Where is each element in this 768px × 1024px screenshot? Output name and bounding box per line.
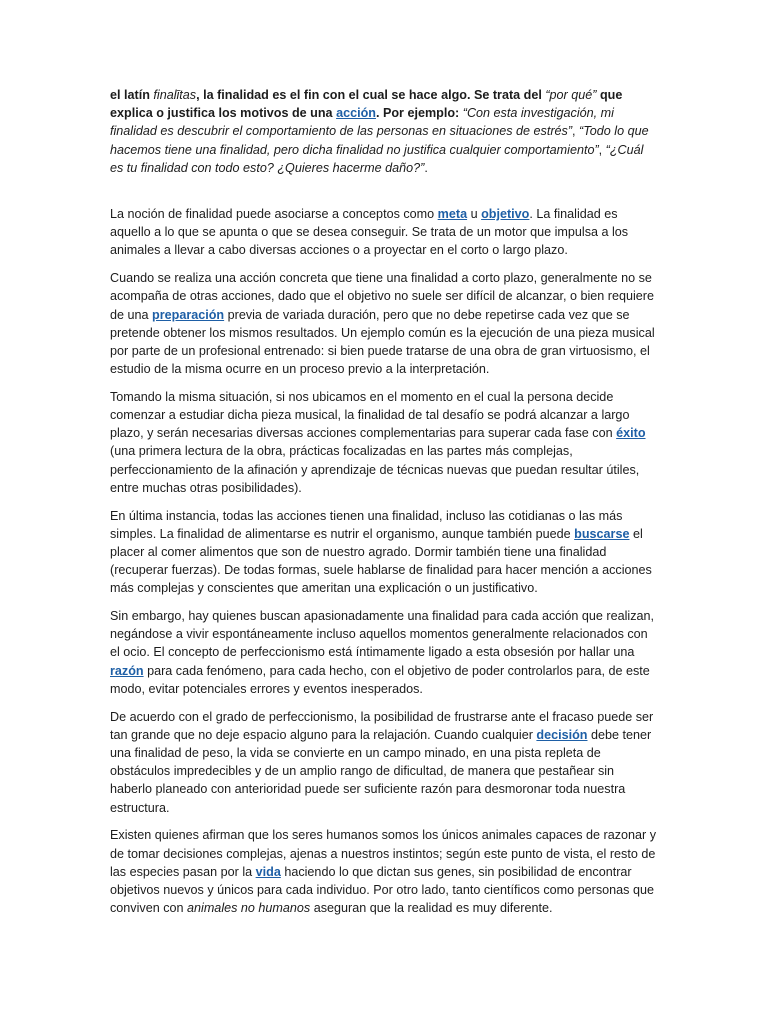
text-span: (una primera lectura de la obra, prácticas focalizadas en las partes más complejas, perfeccionamiento de la afinación y aprendizaje de técnicas nuevas que puedan resultar útiles, entre muchas otras posibilidades). xyxy=(110,444,640,495)
italic-quote: “¿Cuál es tu finalidad con todo esto? ¿Quieres hacerme daño?” xyxy=(110,142,644,175)
link-preparacion[interactable]: preparación xyxy=(152,307,225,322)
text-span: De acuerdo con el grado de perfeccionismo, la posibilidad de frustrarse ante el fracaso puede ser tan grande que no deje espacio alguno para la relajación. Cuando cualquier xyxy=(110,709,654,742)
link-meta[interactable]: meta xyxy=(437,207,468,222)
text-span: . Por ejemplo: xyxy=(375,106,463,121)
paragraph-2 xyxy=(110,205,658,260)
link-vida[interactable]: vida xyxy=(255,864,281,879)
link-exito[interactable]: éxito xyxy=(616,426,646,441)
text-span: u xyxy=(467,207,482,222)
paragraph-3 xyxy=(110,269,658,378)
paragraph-5 xyxy=(110,507,658,598)
paragraph-8 xyxy=(110,826,658,917)
paragraph-spacer xyxy=(110,177,658,205)
text-span: , la finalidad es el fin con el cual se hace algo. Se trata del xyxy=(196,88,546,102)
text-span: para cada fenómeno, para cada hecho, con el objetivo de poder controlarlos para, de este modo, evitar potenciales errores y eventos inesperados. xyxy=(110,663,650,696)
text-span: el placer al comer alimentos que son de nuestro agrado. Dormir también tiene una finalidad (recuperar fuerzas). De todas formas, suele hablarse de finalidad para hacer mención a acciones más complejas y conscientes que ameritan una explicación o un justificativo. xyxy=(110,526,652,596)
text-span: La noción de finalidad puede asociarse a conceptos como xyxy=(110,207,438,222)
text-span: debe tener una finalidad de peso, la vida se convierte en un campo minado, en una pista repleta de obstáculos impredecibles y de un amplio rango de dificultad, de manera que pestañear sin haberlo planeado con anterioridad puede ser suficiente razón para desmoronar toda nuestra estructura. xyxy=(110,727,652,815)
text-span: , xyxy=(598,142,606,157)
text-span: En última instancia, todas las acciones tienen una finalidad, incluso las cotidianas o las más simples. La finalidad de alimentarse es nutrir el organismo, aunque también puede xyxy=(110,508,623,541)
italic-quote: “por qué” xyxy=(545,88,597,102)
italic-quote: “Con esta investigación, mi finalidad es descubrir el comportamiento de las personas en situaciones de estrés” xyxy=(110,106,614,139)
text-span: . La finalidad es aquello a lo que se apunta o que se desea conseguir. Se trata de un motor que impulsa a los animales a llevar a cabo diversas acciones o a proyectar en el corto o largo plazo. xyxy=(110,207,629,258)
text-span: previa de variada duración, pero que no debe repetirse cada vez que se pretende obtener los mismos resultados. Un ejemplo común es la ejecución de una pieza musical por parte de un profesional entrenado: si bien puede tratarse de una obra de gran virtuosismo, el estudio de la misma ocurre en un proceso previo a la interpretación. xyxy=(110,307,655,377)
text-span: haciendo lo que dictan sus genes, sin posibilidad de encontrar objetivos nuevos y únicos para cada individuo. Por otro lado, tanto científicos como personas que conviven con xyxy=(110,864,654,916)
text-span: Existen quienes afirman que los seres humanos somos los únicos animales capaces de razonar y de tomar decisiones complejas, ajenas a nuestros instintos; según este punto de vista, el resto de las especies pasan por la xyxy=(110,828,657,879)
text-span: , xyxy=(572,124,580,139)
italic-term: finalītas xyxy=(153,88,197,102)
document-page xyxy=(110,86,658,927)
text-span: que explica o justifica los motivos de una xyxy=(110,88,623,121)
text-span: el latín xyxy=(110,88,154,102)
text-span: Cuando se realiza una acción concreta que tiene una finalidad a corto plazo, generalmente no se acompaña de otras acciones, dado que el objetivo no suele ser difícil de alcanzar, o bien requiere de una xyxy=(110,271,654,322)
paragraph-4 xyxy=(110,388,658,497)
link-decision[interactable]: decisión xyxy=(536,727,588,742)
link-accion[interactable]: acción xyxy=(336,106,376,121)
link-objetivo[interactable]: objetivo xyxy=(481,207,530,222)
link-buscarse[interactable]: buscarse xyxy=(574,526,630,541)
italic-quote: “Todo lo que hacemos tiene una finalidad, pero dicha finalidad no justifica cualquier comportamiento” xyxy=(110,124,649,157)
text-span: Sin embargo, hay quienes buscan apasionadamente una finalidad para cada acción que realizan, negándose a vivir espontáneamente incluso aquellos momentos generalmente relacionados con el ocio. El concepto de perfeccionismo está íntimamente ligado a esta obsesión por hallar una xyxy=(110,609,655,660)
paragraph-7 xyxy=(110,708,658,817)
italic-term: animales no humanos xyxy=(187,901,311,916)
paragraph-6 xyxy=(110,607,658,698)
text-span: . xyxy=(424,160,428,175)
text-span: aseguran que la realidad es muy diferente. xyxy=(310,901,553,916)
paragraph-1 xyxy=(110,86,658,177)
link-razon[interactable]: razón xyxy=(110,663,144,678)
text-span: Tomando la misma situación, si nos ubicamos en el momento en el cual la persona decide comenzar a estudiar dicha pieza musical, la finalidad de tal desafío se podrá alcanzar a largo plazo, y serán necesarias diversas acciones complementarias para superar cada fase con xyxy=(110,389,630,441)
